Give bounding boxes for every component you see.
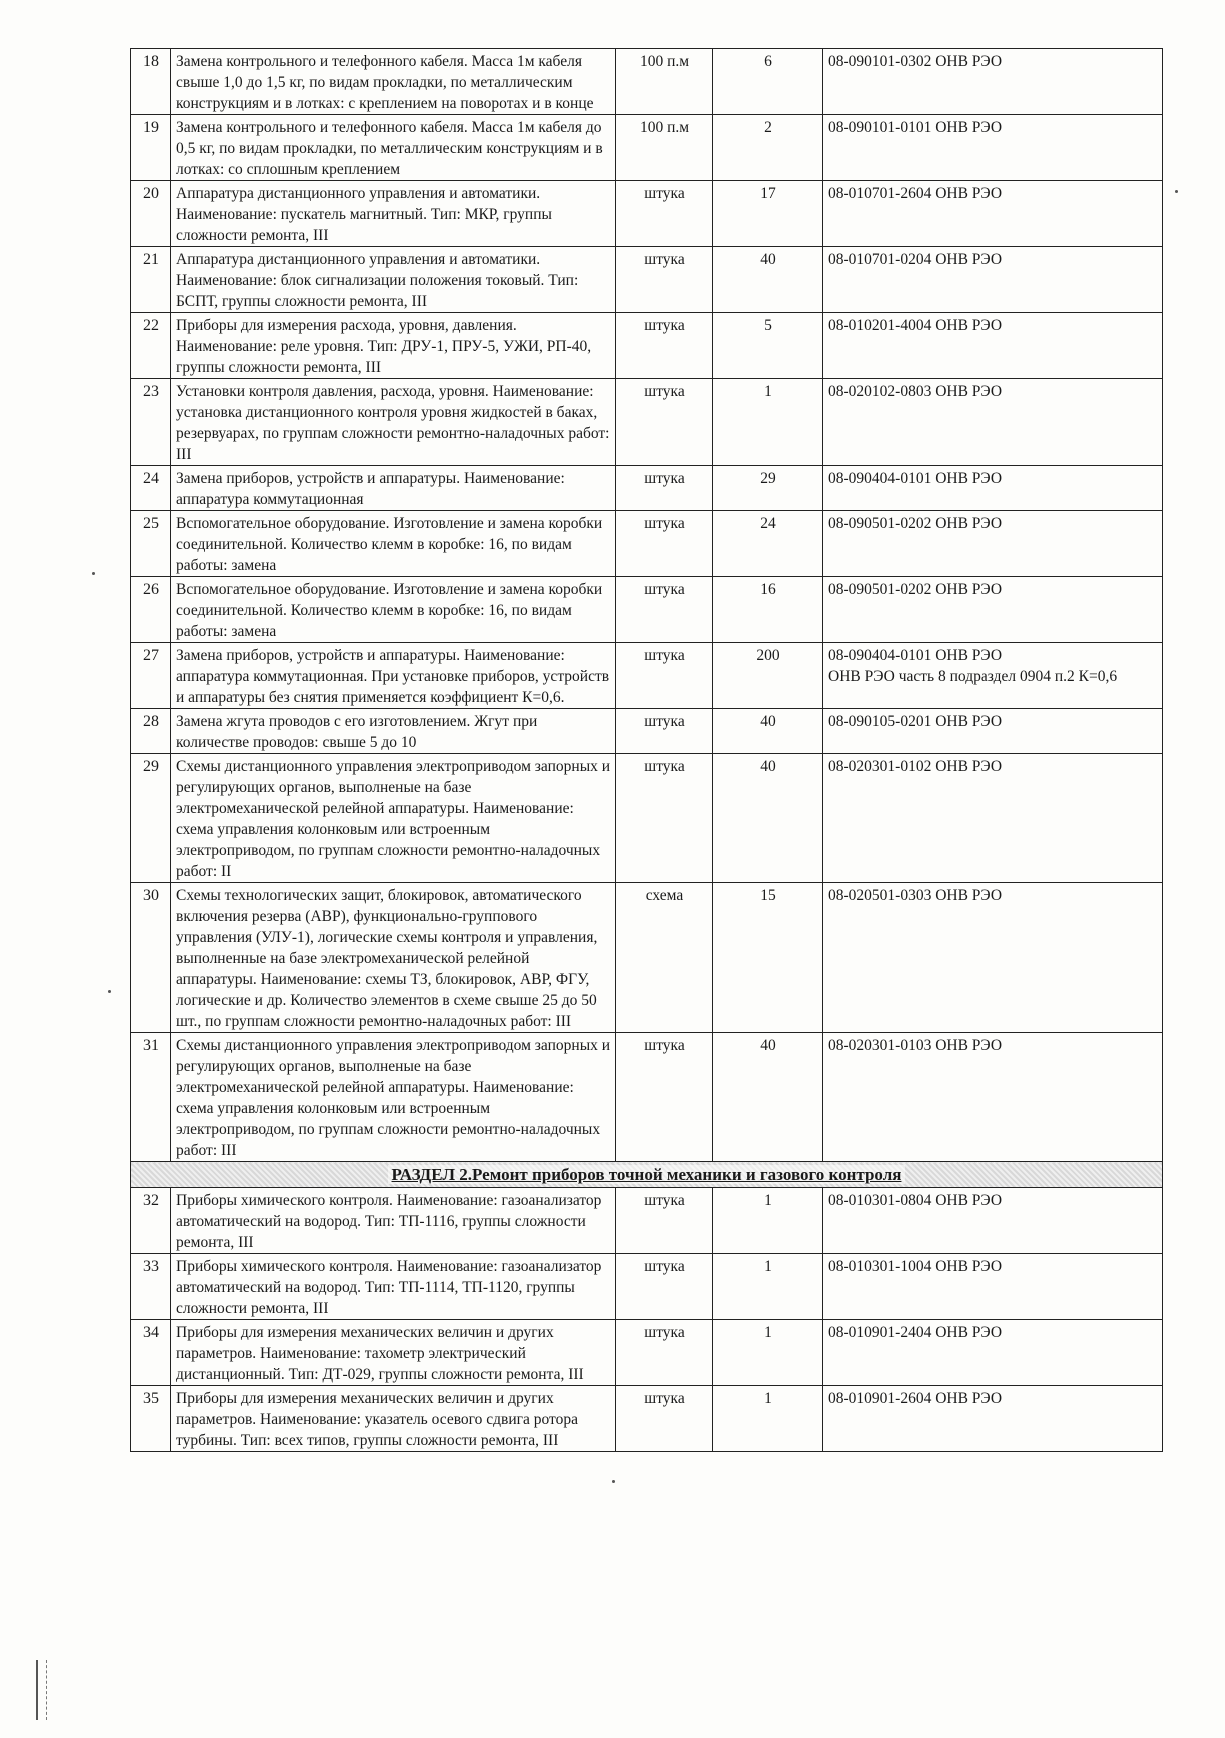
row-quantity: 6: [713, 49, 823, 115]
table-row: [131, 709, 1163, 754]
row-quantity: 200: [713, 643, 823, 709]
scan-speck: [612, 1480, 615, 1483]
scan-speck: [1175, 190, 1178, 193]
table-row: [131, 115, 1163, 181]
row-unit: штука: [616, 247, 713, 313]
row-description: Замена жгута проводов с его изготовлением. Жгут при количестве проводов: свыше 5 до 10: [171, 709, 616, 754]
row-unit: штука: [616, 1254, 713, 1320]
row-quantity: 1: [713, 379, 823, 466]
row-unit: схема: [616, 883, 713, 1033]
row-unit: штука: [616, 181, 713, 247]
row-unit: штука: [616, 1320, 713, 1386]
row-unit: штука: [616, 709, 713, 754]
row-number: 30: [131, 883, 171, 1033]
table-row: [131, 379, 1163, 466]
table-row: [131, 1033, 1163, 1162]
row-norm-code: 08-020102-0803 ОНВ РЭО: [823, 379, 1163, 466]
row-number: 24: [131, 466, 171, 511]
row-norm-code: 08-010701-0204 ОНВ РЭО: [823, 247, 1163, 313]
row-number: 27: [131, 643, 171, 709]
row-unit: 100 п.м: [616, 115, 713, 181]
row-quantity: 1: [713, 1320, 823, 1386]
row-unit: штука: [616, 466, 713, 511]
row-description: Замена контрольного и телефонного кабеля. Масса 1м кабеля до 0,5 кг, по видам прокладки, по металлическим конструкциям и в лотках: со сплошным креплением: [171, 115, 616, 181]
row-description: Аппаратура дистанционного управления и автоматики. Наименование: пускатель магнитный. Тип: МКР, группы сложности ремонта, III: [171, 181, 616, 247]
row-number: 33: [131, 1254, 171, 1320]
row-quantity: 16: [713, 577, 823, 643]
row-norm-code: 08-090501-0202 ОНВ РЭО: [823, 577, 1163, 643]
row-unit: штука: [616, 1386, 713, 1452]
row-unit: штука: [616, 511, 713, 577]
row-number: 18: [131, 49, 171, 115]
row-number: 34: [131, 1320, 171, 1386]
row-description: Приборы для измерения механических величин и других параметров. Наименование: указатель осевого сдвига ротора турбины. Тип: всех типов, группы сложности ремонта, III: [171, 1386, 616, 1452]
row-quantity: 17: [713, 181, 823, 247]
row-quantity: 5: [713, 313, 823, 379]
row-description: Приборы химического контроля. Наименование: газоанализатор автоматический на водород. Тип: ТП-1114, ТП-1120, группы сложности ремонта, III: [171, 1254, 616, 1320]
row-quantity: 2: [713, 115, 823, 181]
row-description: Приборы химического контроля. Наименование: газоанализатор автоматический на водород. Тип: ТП-1116, группы сложности ремонта, III: [171, 1188, 616, 1254]
row-unit: штука: [616, 577, 713, 643]
row-norm-code: 08-090101-0302 ОНВ РЭО: [823, 49, 1163, 115]
row-norm-code: 08-010301-1004 ОНВ РЭО: [823, 1254, 1163, 1320]
row-unit: штука: [616, 643, 713, 709]
row-number: 26: [131, 577, 171, 643]
row-description: Схемы дистанционного управления электроприводом запорных и регулирующих органов, выполненые на базе электромеханической релейной аппаратуры. Наименование: схема управления колонковым или встроенным электроприводом, по группам сложности ремонтно-наладочных работ: II: [171, 754, 616, 883]
row-description: Приборы для измерения расхода, уровня, давления. Наименование: реле уровня. Тип: ДРУ-1, ПРУ-5, УЖИ, РП-40, группы сложности ремонта, III: [171, 313, 616, 379]
row-norm-code: 08-090105-0201 ОНВ РЭО: [823, 709, 1163, 754]
table-row: [131, 1320, 1163, 1386]
row-number: 35: [131, 1386, 171, 1452]
row-number: 25: [131, 511, 171, 577]
row-description: Схемы дистанционного управления электроприводом запорных и регулирующих органов, выполненые на базе электромеханической релейной аппаратуры. Наименование: схема управления колонковым или встроенным электроприводом, по группам сложности ремонтно-наладочных работ: III: [171, 1033, 616, 1162]
table-row: [131, 883, 1163, 1033]
row-norm-code: 08-090404-0101 ОНВ РЭО: [823, 466, 1163, 511]
row-unit: штука: [616, 313, 713, 379]
row-norm-code: 08-010901-2404 ОНВ РЭО: [823, 1320, 1163, 1386]
row-unit: штука: [616, 1188, 713, 1254]
row-number: 19: [131, 115, 171, 181]
row-number: 21: [131, 247, 171, 313]
table-row: [131, 511, 1163, 577]
row-quantity: 1: [713, 1188, 823, 1254]
row-norm-code: 08-090501-0202 ОНВ РЭО: [823, 511, 1163, 577]
row-number: 31: [131, 1033, 171, 1162]
row-number: 20: [131, 181, 171, 247]
scan-edge-mark: [36, 1660, 47, 1720]
row-description: Замена приборов, устройств и аппаратуры. Наименование: аппаратура коммутационная. При установке приборов, устройств и аппаратуры без снятия применяется коэффициент К=0,6.: [171, 643, 616, 709]
table-row: [131, 577, 1163, 643]
row-unit: штука: [616, 754, 713, 883]
row-quantity: 24: [713, 511, 823, 577]
row-description: Вспомогательное оборудование. Изготовление и замена коробки соединительной. Количество клемм в коробке: 16, по видам работы: замена: [171, 511, 616, 577]
row-norm-code: 08-020501-0303 ОНВ РЭО: [823, 883, 1163, 1033]
row-quantity: 40: [713, 754, 823, 883]
table-row: [131, 1188, 1163, 1254]
row-number: 22: [131, 313, 171, 379]
section-cell: [131, 1162, 1163, 1188]
table-row: [131, 1254, 1163, 1320]
table-row: [131, 466, 1163, 511]
row-number: 23: [131, 379, 171, 466]
row-quantity: 40: [713, 709, 823, 754]
row-description: Замена контрольного и телефонного кабеля. Масса 1м кабеля свыше 1,0 до 1,5 кг, по видам прокладки, по металлическим конструкциям и в лотках: с креплением на поворотах и в конце: [171, 49, 616, 115]
table-row: [131, 754, 1163, 883]
row-number: 28: [131, 709, 171, 754]
row-description: Аппаратура дистанционного управления и автоматики. Наименование: блок сигнализации положения токовый. Тип: БСПТ, группы сложности ремонта, III: [171, 247, 616, 313]
table-row: [131, 1386, 1163, 1452]
row-number: 29: [131, 754, 171, 883]
row-quantity: 40: [713, 1033, 823, 1162]
table-row: [131, 181, 1163, 247]
row-unit: 100 п.м: [616, 49, 713, 115]
row-quantity: 1: [713, 1254, 823, 1320]
section-header-body: [131, 1162, 1163, 1188]
row-description: Вспомогательное оборудование. Изготовление и замена коробки соединительной. Количество клемм в коробке: 16, по видам работы: замена: [171, 577, 616, 643]
scan-speck: [108, 990, 111, 993]
row-quantity: 15: [713, 883, 823, 1033]
row-quantity: 1: [713, 1386, 823, 1452]
table-row: [131, 247, 1163, 313]
row-quantity: 29: [713, 466, 823, 511]
table-body-part1: [131, 49, 1163, 1162]
table-row: [131, 643, 1163, 709]
scan-speck: [92, 572, 95, 575]
row-norm-code: 08-020301-0103 ОНВ РЭО: [823, 1033, 1163, 1162]
row-norm-code: 08-010701-2604 ОНВ РЭО: [823, 181, 1163, 247]
row-norm-code: 08-010901-2604 ОНВ РЭО: [823, 1386, 1163, 1452]
row-unit: штука: [616, 1033, 713, 1162]
row-norm-code: 08-090404-0101 ОНВ РЭО ОНВ РЭО часть 8 подраздел 0904 п.2 К=0,6: [823, 643, 1163, 709]
table-body-part2: [131, 1188, 1163, 1452]
row-description: Замена приборов, устройств и аппаратуры. Наименование: аппаратура коммутационная: [171, 466, 616, 511]
table-row: [131, 313, 1163, 379]
row-norm-code: 08-010201-4004 ОНВ РЭО: [823, 313, 1163, 379]
row-number: 32: [131, 1188, 171, 1254]
work-items-table: [130, 48, 1163, 1452]
row-description: Схемы технологических защит, блокировок, автоматического включения резерва (АВР), функционально-группового управления (УЛУ-1), логические схемы контроля и управления, выполненные на базе электромеханической релейной аппаратуры. Наименование: схемы ТЗ, блокировок, АВР, ФГУ, логические и др. Количество элементов в схеме свыше 25 до 50 шт., по группам сложности ремонтно-наладочных работ: III: [171, 883, 616, 1033]
row-quantity: 40: [713, 247, 823, 313]
row-norm-code: 08-010301-0804 ОНВ РЭО: [823, 1188, 1163, 1254]
row-unit: штука: [616, 379, 713, 466]
section-title: РАЗДЕЛ 2.Ремонт приборов точной механики и газового контроля: [388, 1165, 906, 1184]
row-norm-code: 08-090101-0101 ОНВ РЭО: [823, 115, 1163, 181]
row-description: Установки контроля давления, расхода, уровня. Наименование: установка дистанционного контроля уровня жидкостей в баках, резервуарах, по группам сложности ремонтно-наладочных работ: III: [171, 379, 616, 466]
table-row: [131, 49, 1163, 115]
row-norm-code: 08-020301-0102 ОНВ РЭО: [823, 754, 1163, 883]
row-description: Приборы для измерения механических величин и других параметров. Наименование: тахометр электрический дистанционный. Тип: ДТ-029, группы сложности ремонта, III: [171, 1320, 616, 1386]
section-row: [131, 1162, 1163, 1188]
